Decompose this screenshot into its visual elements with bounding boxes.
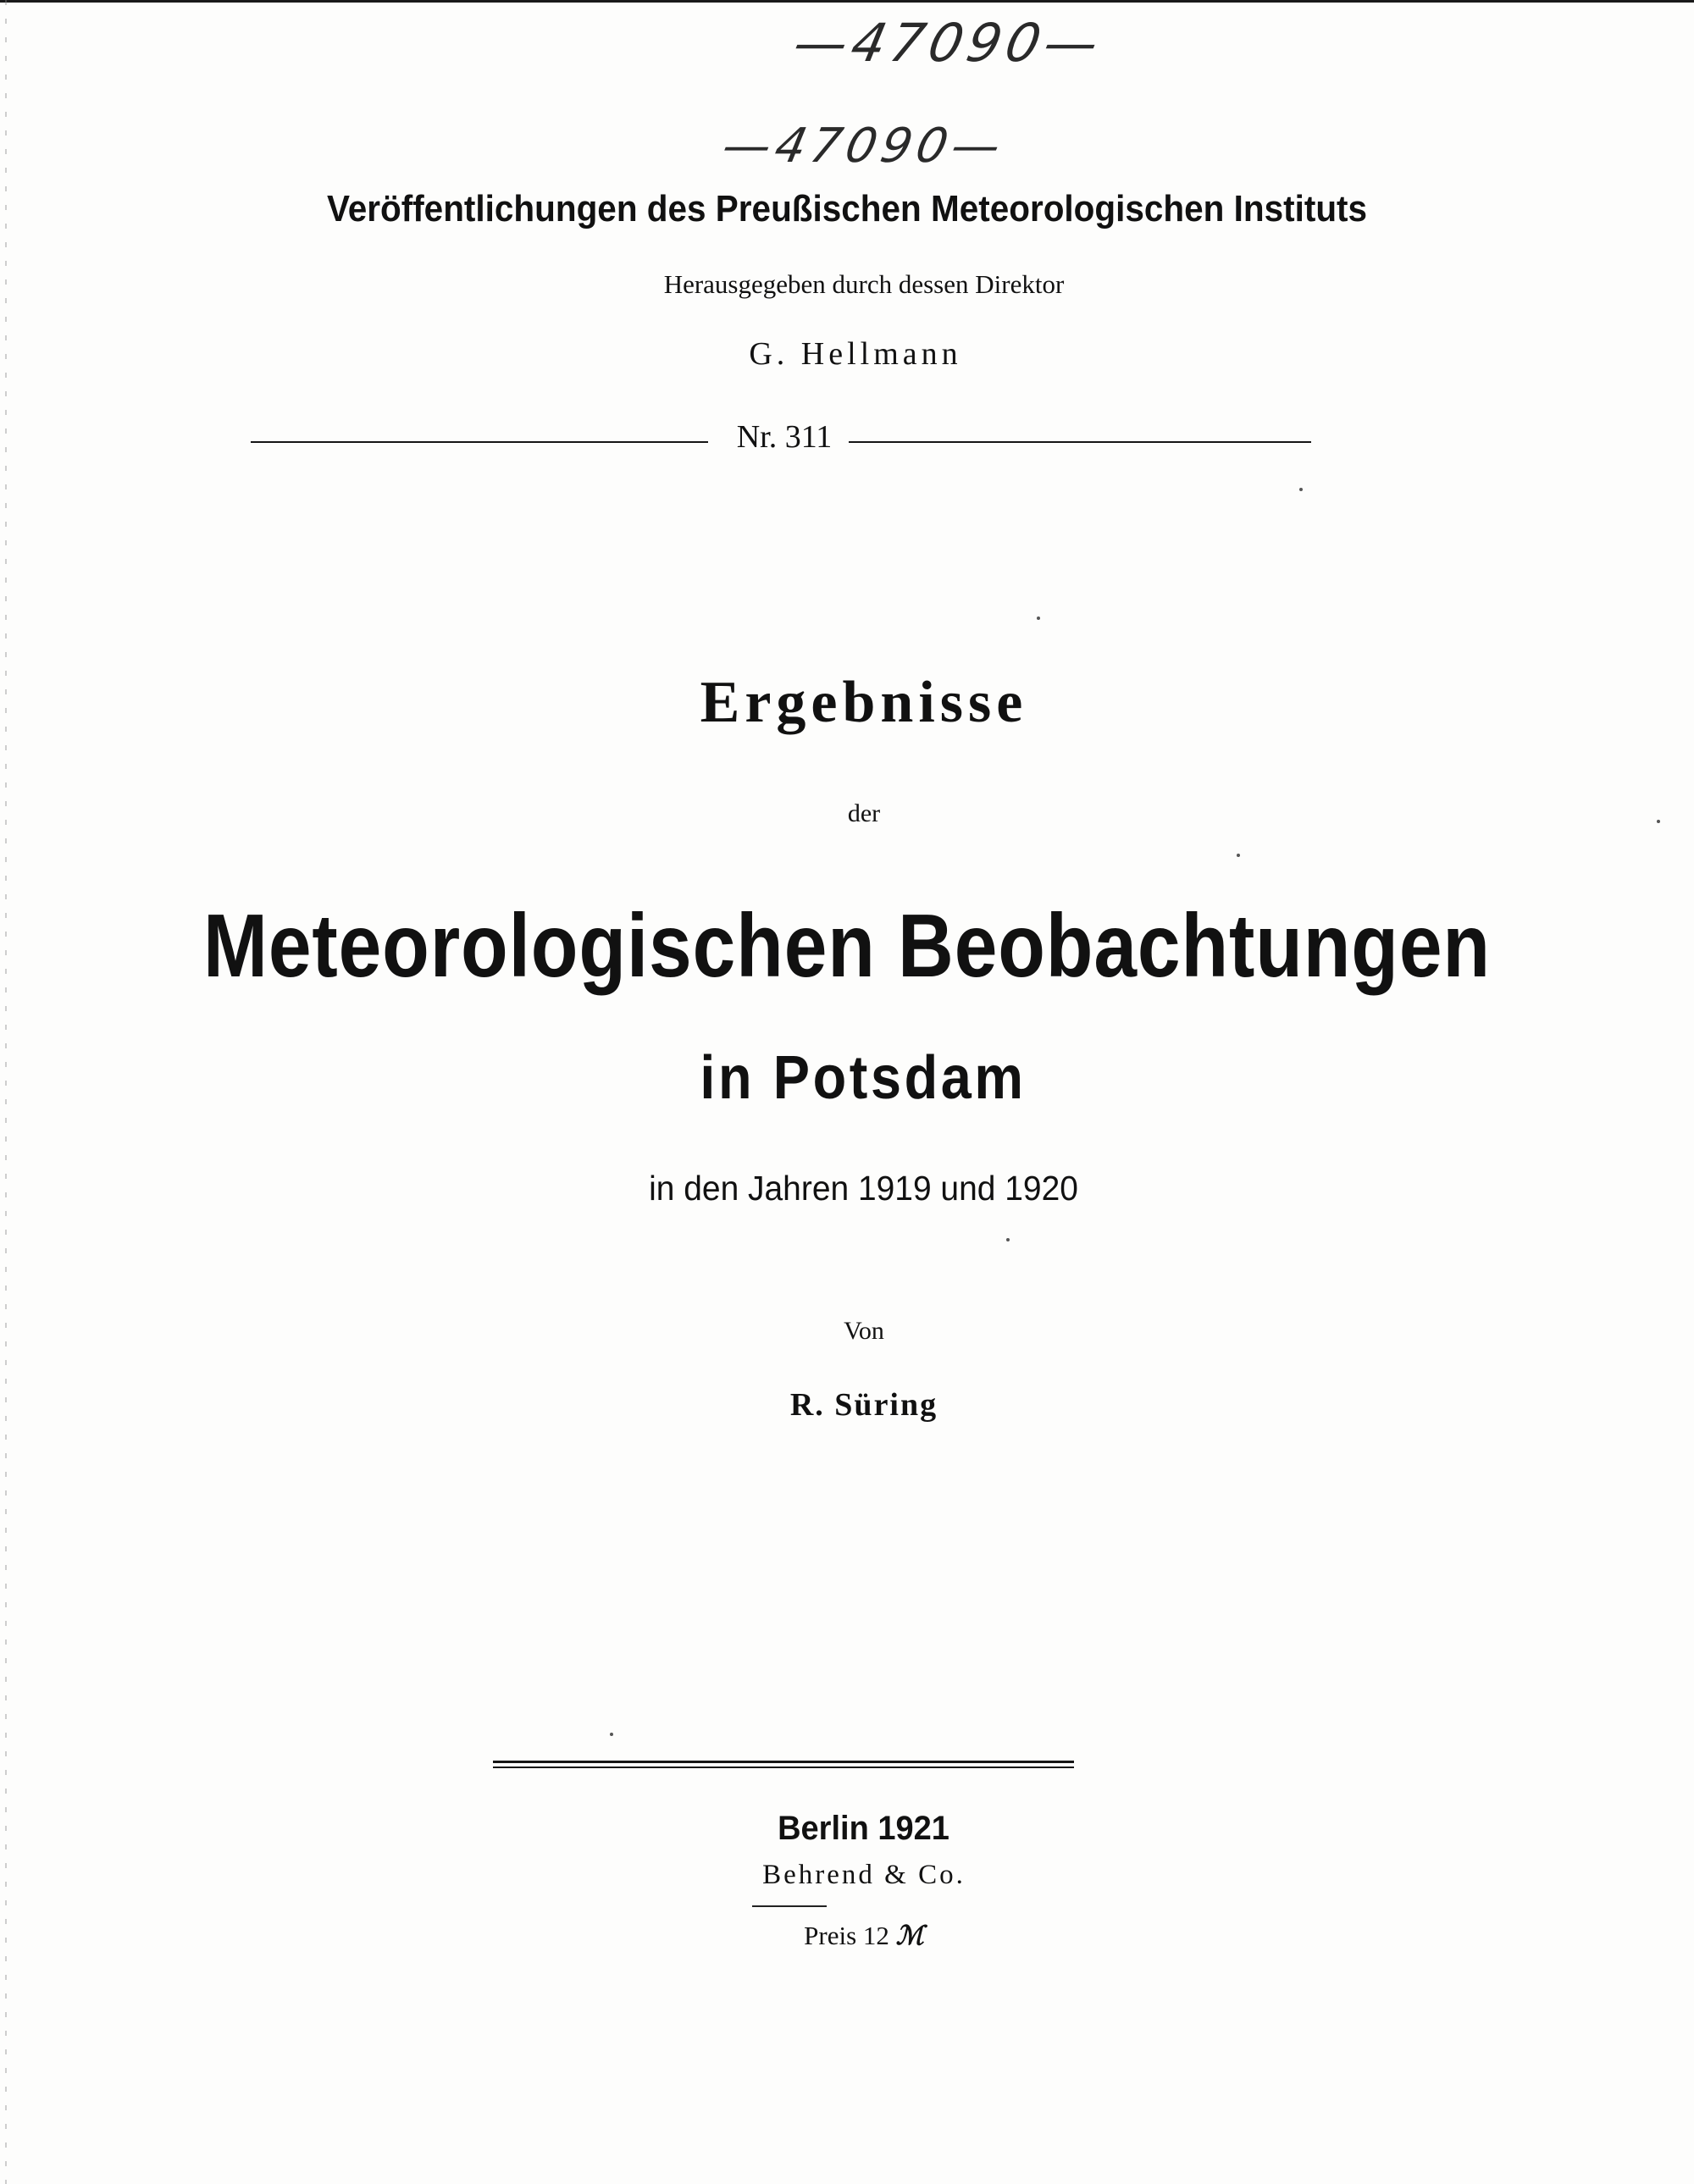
title-years: in den Jahren 1919 und 1920 (649, 1169, 1078, 1208)
author-prefix: Von (844, 1317, 884, 1345)
handwritten-accession-number-2: —47090— (717, 119, 1010, 174)
imprint-city-year: Berlin 1921 (778, 1810, 949, 1847)
rule-top (493, 1761, 1074, 1763)
title-location: in Potsdam (700, 1044, 1027, 1112)
speck (1037, 616, 1040, 620)
imprint-publisher: Behrend & Co. (762, 1860, 966, 1890)
speck (610, 1733, 613, 1736)
rule-right (849, 441, 1311, 443)
left-edge-marks (5, 0, 7, 2184)
author-name: R. Süring (789, 1387, 938, 1423)
title-line-ergebnisse: Ergebnisse (700, 670, 1028, 735)
imprint-price (0, 1921, 1694, 1951)
imprint-small-rule (752, 1905, 827, 1907)
rule-bottom (493, 1767, 1074, 1768)
price-label: Preis 12 (804, 1921, 889, 1950)
speck (1657, 820, 1660, 823)
price-currency: ℳ (895, 1921, 924, 1950)
series-number: Nr. 311 (736, 419, 833, 455)
title-main: Meteorologischen Beobachtungen (203, 896, 1491, 996)
speck (1237, 854, 1240, 857)
series-number-row (251, 418, 1311, 461)
speck (1299, 488, 1303, 491)
rule-left (251, 441, 708, 443)
top-edge-line (0, 0, 1694, 3)
editor-line: Herausgegeben durch dessen Direktor (663, 269, 1065, 299)
series-title: Veröffentlichungen des Preußischen Meteorologischen Instituts (326, 188, 1368, 229)
title-line-der: der (847, 799, 881, 827)
handwritten-accession-number: —47090— (788, 12, 1110, 74)
editor-name: G. Hellmann (749, 336, 962, 372)
imprint-double-rule (493, 1761, 1074, 1769)
speck (1006, 1238, 1010, 1241)
